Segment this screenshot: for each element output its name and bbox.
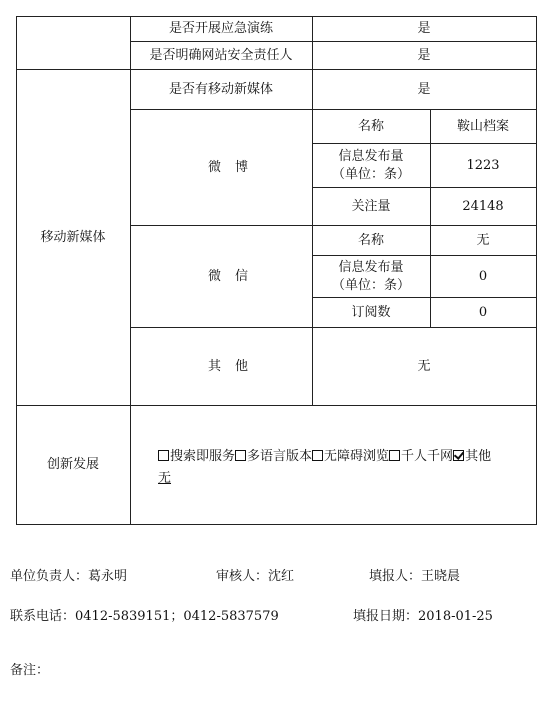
weibo-label: 微博 [207, 159, 262, 175]
drill-value: 是 [417, 21, 431, 36]
option-multilingual[interactable]: 多语言版本 [235, 449, 312, 464]
option-other[interactable]: 其他 [453, 449, 491, 464]
filler-text: 填报人：王晓晨 [369, 569, 461, 584]
weibo-posts-value: 1223 [466, 157, 500, 173]
wechat-label: 微信 [207, 268, 262, 284]
weibo-follow-label: 关注量 [351, 198, 391, 214]
wechat-sub-value: 0 [478, 304, 488, 320]
wechat-posts-label-line1: 信息发布量 [338, 259, 404, 275]
remark-text: 备注： [10, 663, 50, 678]
weibo-posts-label [312, 144, 430, 187]
weibo-posts-label-line1: 信息发布量 [338, 148, 404, 164]
wechat-posts-label-line2: （单位：条） [331, 277, 410, 293]
checkbox-icon[interactable] [389, 450, 400, 461]
leader-text: 单位负责人：葛永明 [10, 569, 128, 584]
mobile-section-label: 移动新媒体 [40, 229, 106, 245]
has-mobile-value: 是 [417, 81, 431, 97]
wechat-posts-value: 0 [478, 268, 488, 284]
option-personalized[interactable]: 千人千网 [389, 449, 453, 464]
other-label: 其他 [207, 358, 262, 374]
reviewer-text: 审核人：沈红 [216, 569, 295, 584]
option-accessibility[interactable]: 无障碍浏览 [312, 449, 389, 464]
has-mobile-label: 是否有移动新媒体 [168, 81, 273, 97]
phone-text: 联系电话：0412-5839151；0412-5837579 [10, 609, 279, 624]
weibo-name-label: 名称 [357, 118, 384, 134]
wechat-sub-label: 订阅数 [351, 304, 391, 320]
security-label: 是否明确网站安全责任人 [149, 47, 293, 63]
option-search-service[interactable]: 搜索即服务 [158, 449, 235, 464]
weibo-name-value: 鞍山档案 [456, 118, 509, 134]
checkbox-checked-icon[interactable] [453, 450, 464, 461]
date-text: 填报日期：2018-01-25 [353, 609, 493, 624]
drill-label: 是否开展应急演练 [168, 21, 273, 36]
wechat-posts-label [312, 256, 430, 297]
weibo-follow-value: 24148 [462, 198, 504, 214]
weibo-posts-label-line2: （单位：条） [331, 166, 410, 182]
checkbox-icon[interactable] [235, 450, 246, 461]
innovation-label: 创新发展 [46, 457, 99, 472]
other-value: 无 [417, 358, 431, 374]
innovation-options [158, 446, 530, 490]
wechat-name-label: 名称 [357, 232, 384, 248]
security-value: 是 [417, 47, 431, 63]
checkbox-icon[interactable] [158, 450, 169, 461]
checkbox-icon[interactable] [312, 450, 323, 461]
innovation-other-value: 无 [158, 471, 172, 486]
wechat-name-value: 无 [476, 232, 490, 248]
